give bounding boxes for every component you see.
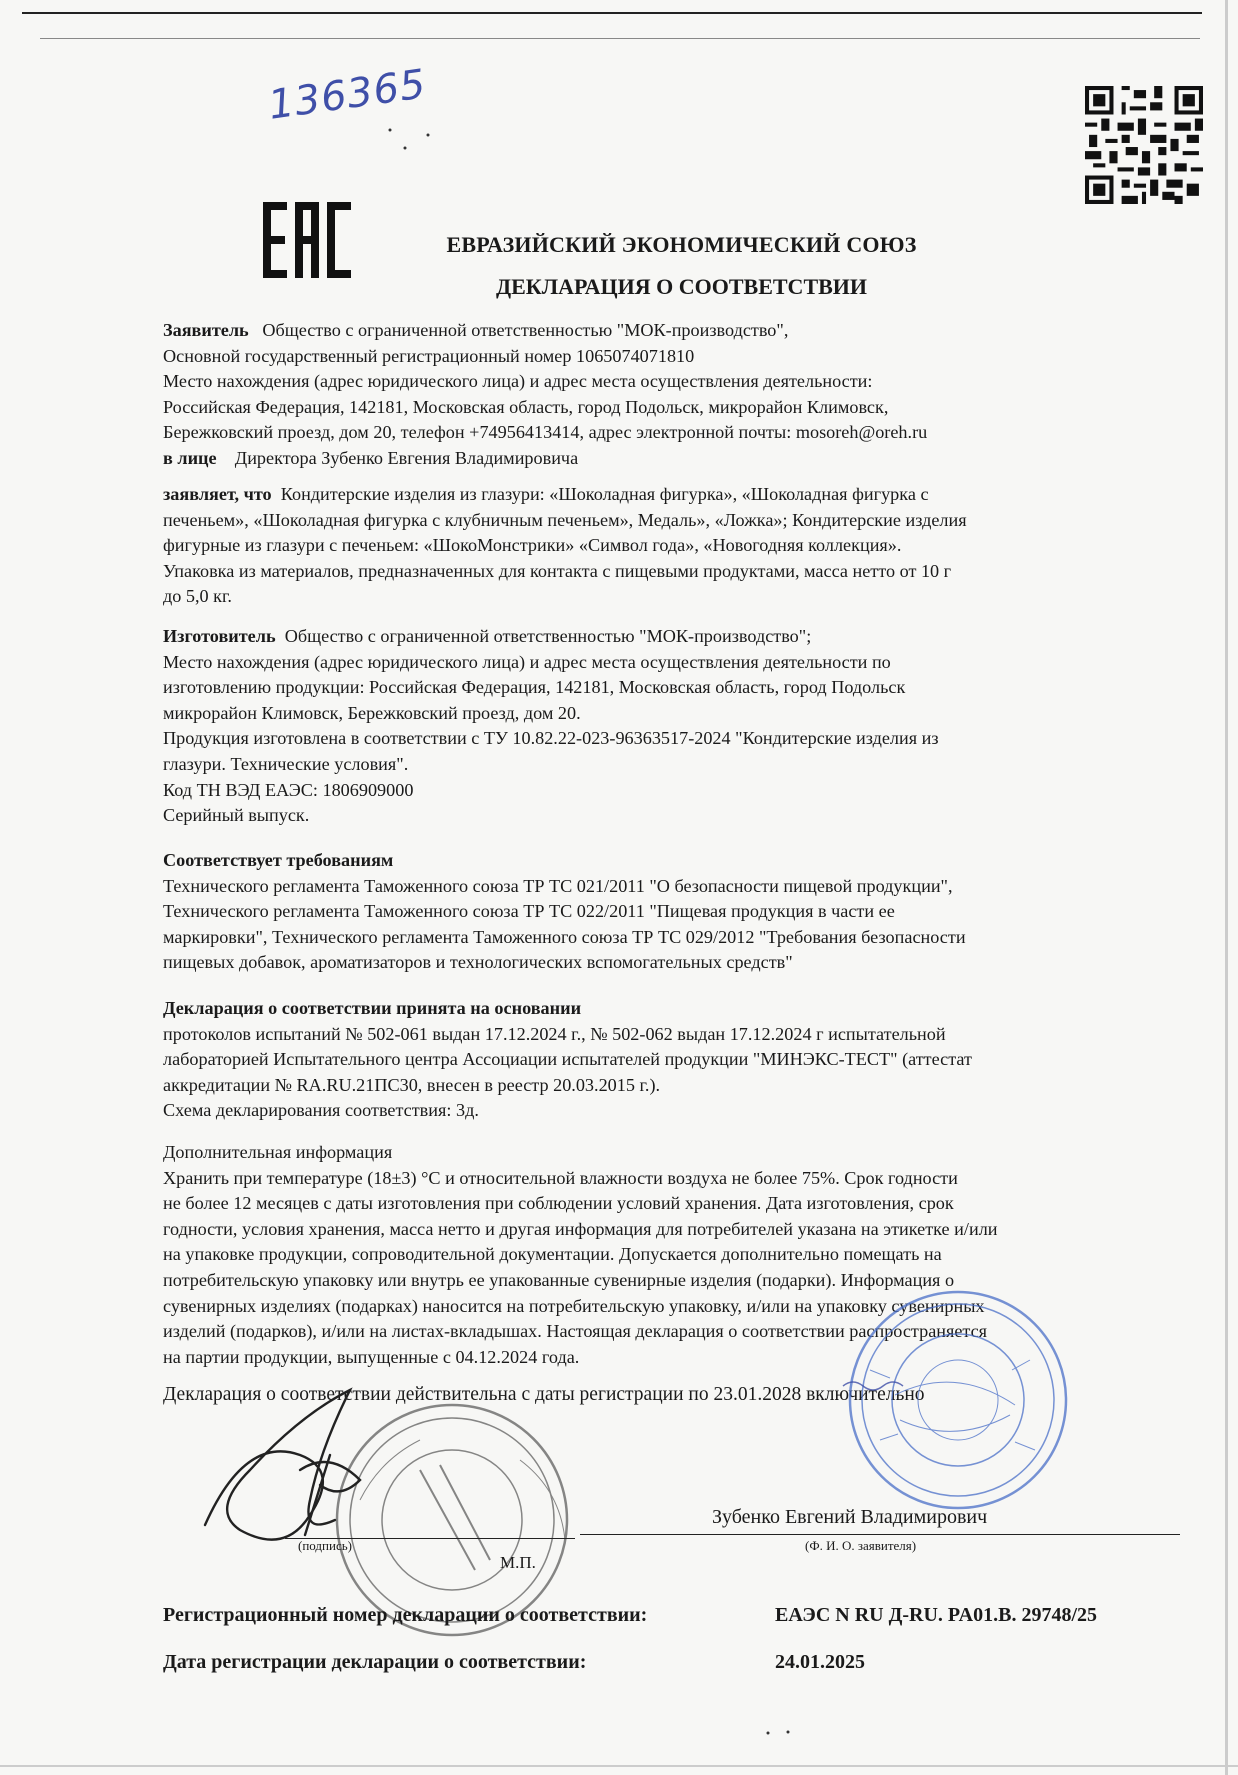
top-thin-line xyxy=(40,38,1200,39)
manufacturer-line: Серийный выпуск. xyxy=(163,805,310,826)
declares-line: печеньем», «Шоколадная фигурка с клубничным печеньем», Медаль», «Ложка»; Кондитерские изделия xyxy=(163,509,967,530)
manufacturer-line: изготовлению продукции: Российская Федерация, 142181, Московская область, город Подольск xyxy=(163,677,906,698)
additional-line: на упаковке продукции, сопроводительной документации. Допускается дополнительно помещать на xyxy=(163,1244,942,1265)
manufacturer-line: глазури. Технические условия". xyxy=(163,753,409,774)
declares-line: Упаковка из материалов, предназначенных для контакта с пищевыми продуктами, масса нетто от 10 г xyxy=(163,560,952,581)
applicant-line: Общество с ограниченной ответственностью "МОК-производство", xyxy=(262,320,789,340)
basis-section xyxy=(163,996,1173,1124)
additional-line: годности, условия хранения, масса нетто и другая информация для потребителей указана на этикетке и/или xyxy=(163,1218,998,1239)
manufacturer-label: Изготовитель xyxy=(163,626,276,646)
top-border-line xyxy=(22,12,1202,14)
name-line xyxy=(580,1534,1180,1535)
bottom-edge-shadow xyxy=(0,1765,1238,1767)
validity-section xyxy=(163,1382,1173,1408)
applicant-line: Место нахождения (адрес юридического лица) и адрес места осуществления деятельности: xyxy=(163,371,873,392)
signature-label: (подпись) xyxy=(298,1538,352,1553)
applicant-section xyxy=(163,318,1173,472)
declares-section xyxy=(163,482,1173,610)
conformity-line: Технического регламента Таможенного союза ТР ТС 022/2011 "Пищевая продукция в части ее xyxy=(163,901,895,922)
basis-line: лабораторией Испытательного центра Ассоциации испытателей продукции "МИНЭКС-ТЕСТ" (аттестат xyxy=(163,1049,972,1070)
basis-line: протоколов испытаний № 502-061 выдан 17.12.2024 г., № 502-062 выдан 17.12.2024 г испытательной xyxy=(163,1023,946,1044)
validity-text: Декларация о соответствии действительна с даты регистрации по 23.01.2028 включительно xyxy=(163,1384,925,1405)
additional-section xyxy=(163,1140,1173,1370)
person-label: в лице xyxy=(163,447,217,468)
registration-date-label: Дата регистрации декларации о соответствии: xyxy=(163,1651,587,1673)
union-title: ЕВРАЗИЙСКИЙ ЭКОНОМИЧЕСКИЙ СОЮЗ xyxy=(446,232,917,257)
registration-number: ЕАЭС N RU Д-RU. PA01.B. 29748/25 xyxy=(775,1604,1098,1626)
conformity-line: Технического регламента Таможенного союза ТР ТС 021/2011 "О безопасности пищевой продукции", xyxy=(163,875,953,896)
manufacturer-line: микрорайон Климовск, Бережковский проезд, дом 20. xyxy=(163,702,581,723)
additional-line: Хранить при температуре (18±3) °С и относительной влажности воздуха не более 75%. Срок годности xyxy=(163,1167,958,1188)
applicant-line: Российская Федерация, 142181, Московская область, город Подольск, микрорайон Климовск, xyxy=(163,396,889,417)
gray-round-stamp-icon xyxy=(337,1405,567,1635)
stamp-label: М.П. xyxy=(500,1553,536,1572)
applicant-label: Заявитель xyxy=(163,320,249,340)
basis-line: аккредитации № RA.RU.21ПС30, внесен в реестр 20.03.2015 г.). xyxy=(163,1074,661,1095)
additional-line: потребительскую упаковку или внутрь ее упакованные сувенирные изделия (подарки). Информация о xyxy=(163,1269,955,1290)
applicant-name: Зубенко Евгений Владимирович xyxy=(712,1506,988,1528)
additional-line: изделий (подарков), и/или на листах-вкладышах. Настоящая декларация о соответствии распространяется xyxy=(163,1321,988,1342)
additional-line: сувенирных изделиях (подарках) наносится на потребительскую упаковку, и/или на упаковку сувенирных xyxy=(163,1295,985,1316)
conformity-line: пищевых добавок, ароматизаторов и технологических вспомогательных средств" xyxy=(163,952,793,973)
conformity-section xyxy=(163,848,1173,976)
conformity-line: маркировки", Технического регламента Таможенного союза ТР ТС 029/2012 "Требования безопасности xyxy=(163,926,966,947)
qr-code-icon xyxy=(1085,86,1203,204)
declares-line: фигурные из глазури с печеньем: «ШокоМонстрики» «Символ года», «Новогодняя коллекция». xyxy=(163,535,902,556)
document-title: ДЕКЛАРАЦИЯ О СООТВЕТСТВИИ xyxy=(495,274,868,299)
declares-line: до 5,0 кг. xyxy=(163,586,232,607)
applicant-line: Основной государственный регистрационный номер 1065074071810 xyxy=(163,345,695,366)
signature-icon xyxy=(205,1390,360,1540)
declares-line: Кондитерские изделия из глазури: «Шоколадная фигурка», «Шоколадная фигурка с xyxy=(280,484,929,504)
additional-label: Дополнительная информация xyxy=(163,1142,393,1162)
basis-line: Схема декларирования соответствия: 3д. xyxy=(163,1100,479,1121)
manufacturer-line: Продукция изготовлена в соответствии с ТУ 10.82.22-023-96363517-2024 "Кондитерские изделия из xyxy=(163,728,939,749)
additional-line: не более 12 месяцев с даты изготовления при соблюдении условий хранения. Дата изготовления, срок xyxy=(163,1193,954,1214)
manufacturer-line: Общество с ограниченной ответственностью "МОК-производство"; xyxy=(284,626,812,646)
manufacturer-line: Место нахождения (адрес юридического лица) и адрес места осуществления деятельности по xyxy=(163,651,891,672)
handwritten-number: 136365 xyxy=(265,61,430,129)
registration-number-label: Регистрационный номер декларации о соответствии: xyxy=(163,1604,648,1626)
conformity-label: Соответствует требованиям xyxy=(163,850,394,870)
person-name: Директора Зубенко Евгения Владимировича xyxy=(234,447,579,468)
registration-date: 24.01.2025 xyxy=(775,1651,865,1673)
name-caption: (Ф. И. О. заявителя) xyxy=(805,1538,917,1553)
manufacturer-section xyxy=(163,624,1173,829)
basis-label: Декларация о соответствии принята на основании xyxy=(163,998,582,1018)
applicant-line: Бережковский проезд, дом 20, телефон +74956413414, адрес электронной почты: mosoreh@oreh.ru xyxy=(163,422,928,443)
manufacturer-line: Код ТН ВЭД ЕАЭС: 1806909000 xyxy=(163,779,414,800)
declares-label: заявляет, что xyxy=(163,484,272,504)
additional-line: на партии продукции, выпущенные с 04.12.2024 года. xyxy=(163,1346,580,1367)
right-edge-shadow xyxy=(1225,0,1228,1775)
